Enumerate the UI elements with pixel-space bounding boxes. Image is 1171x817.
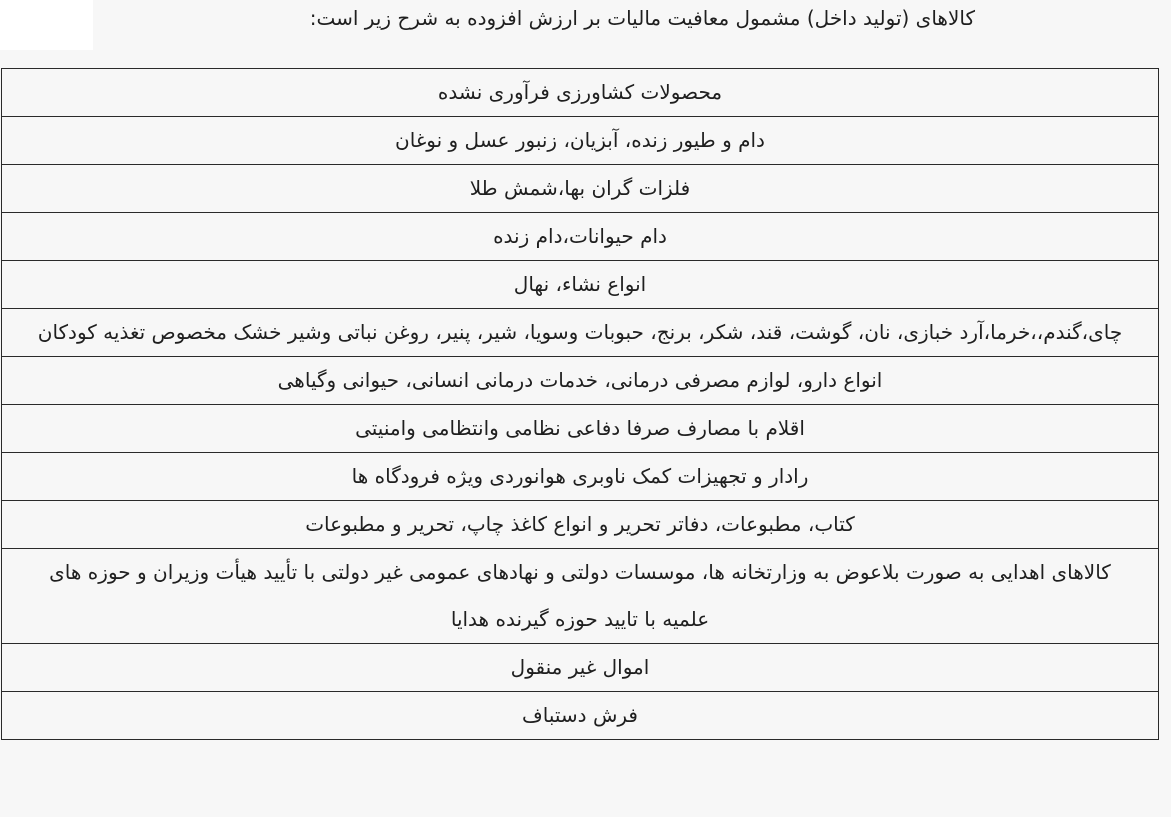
- table-cell: محصولات کشاورزی فرآوری نشده: [2, 69, 1159, 117]
- table-row: [2, 644, 1159, 692]
- table-row: [2, 261, 1159, 309]
- exempt-goods-table: [1, 68, 1159, 740]
- table-row: [2, 165, 1159, 213]
- table-cell: دام و طیور زنده، آبزیان، زنبور عسل و نوغان: [2, 117, 1159, 165]
- table-row: [2, 453, 1159, 501]
- table-cell: فلزات گران بها،شمش طلا: [2, 165, 1159, 213]
- table-row: [2, 692, 1159, 740]
- page-heading: کالاهای (تولید داخل) مشمول معافیت مالیات بر ارزش افزوده به شرح زیر است:: [309, 6, 975, 30]
- table-cell: انواع دارو، لوازم مصرفی درمانی، خدمات درمانی انسانی، حیوانی وگیاهی: [2, 357, 1159, 405]
- table-row: [2, 405, 1159, 453]
- table-cell: کالاهای اهدایی به صورت بلاعوض به وزارتخانه ها، موسسات دولتی و نهادهای عمومی غیر دولتی با تأیید هیأت وزیران و حوزه های علمیه با تایید حوزه گیرنده هدایا: [2, 549, 1159, 644]
- table-row: [2, 213, 1159, 261]
- table-row: [2, 357, 1159, 405]
- table-cell: رادار و تجهیزات کمک ناوبری هوانوردی ویژه فرودگاه ها: [2, 453, 1159, 501]
- table-cell: فرش دستباف: [2, 692, 1159, 740]
- table-cell: اموال غیر منقول: [2, 644, 1159, 692]
- table-row: [2, 501, 1159, 549]
- table-cell: اقلام با مصارف صرفا دفاعی نظامی وانتظامی وامنیتی: [2, 405, 1159, 453]
- table-row: [2, 549, 1159, 644]
- table-row: [2, 309, 1159, 357]
- table-row: [2, 69, 1159, 117]
- white-patch: [0, 0, 93, 50]
- table-cell: انواع نشاء، نهال: [2, 261, 1159, 309]
- table-cell: دام حیوانات،دام زنده: [2, 213, 1159, 261]
- table-cell: کتاب، مطبوعات، دفاتر تحریر و انواع کاغذ چاپ، تحریر و مطبوعات: [2, 501, 1159, 549]
- table-row: [2, 117, 1159, 165]
- table-cell: چای،گندم،،خرما،آرد خبازی، نان، گوشت، قند، شکر، برنج، حبوبات وسویا، شیر، پنیر، روغن نباتی وشیر خشک مخصوص تغذیه کودکان: [2, 309, 1159, 357]
